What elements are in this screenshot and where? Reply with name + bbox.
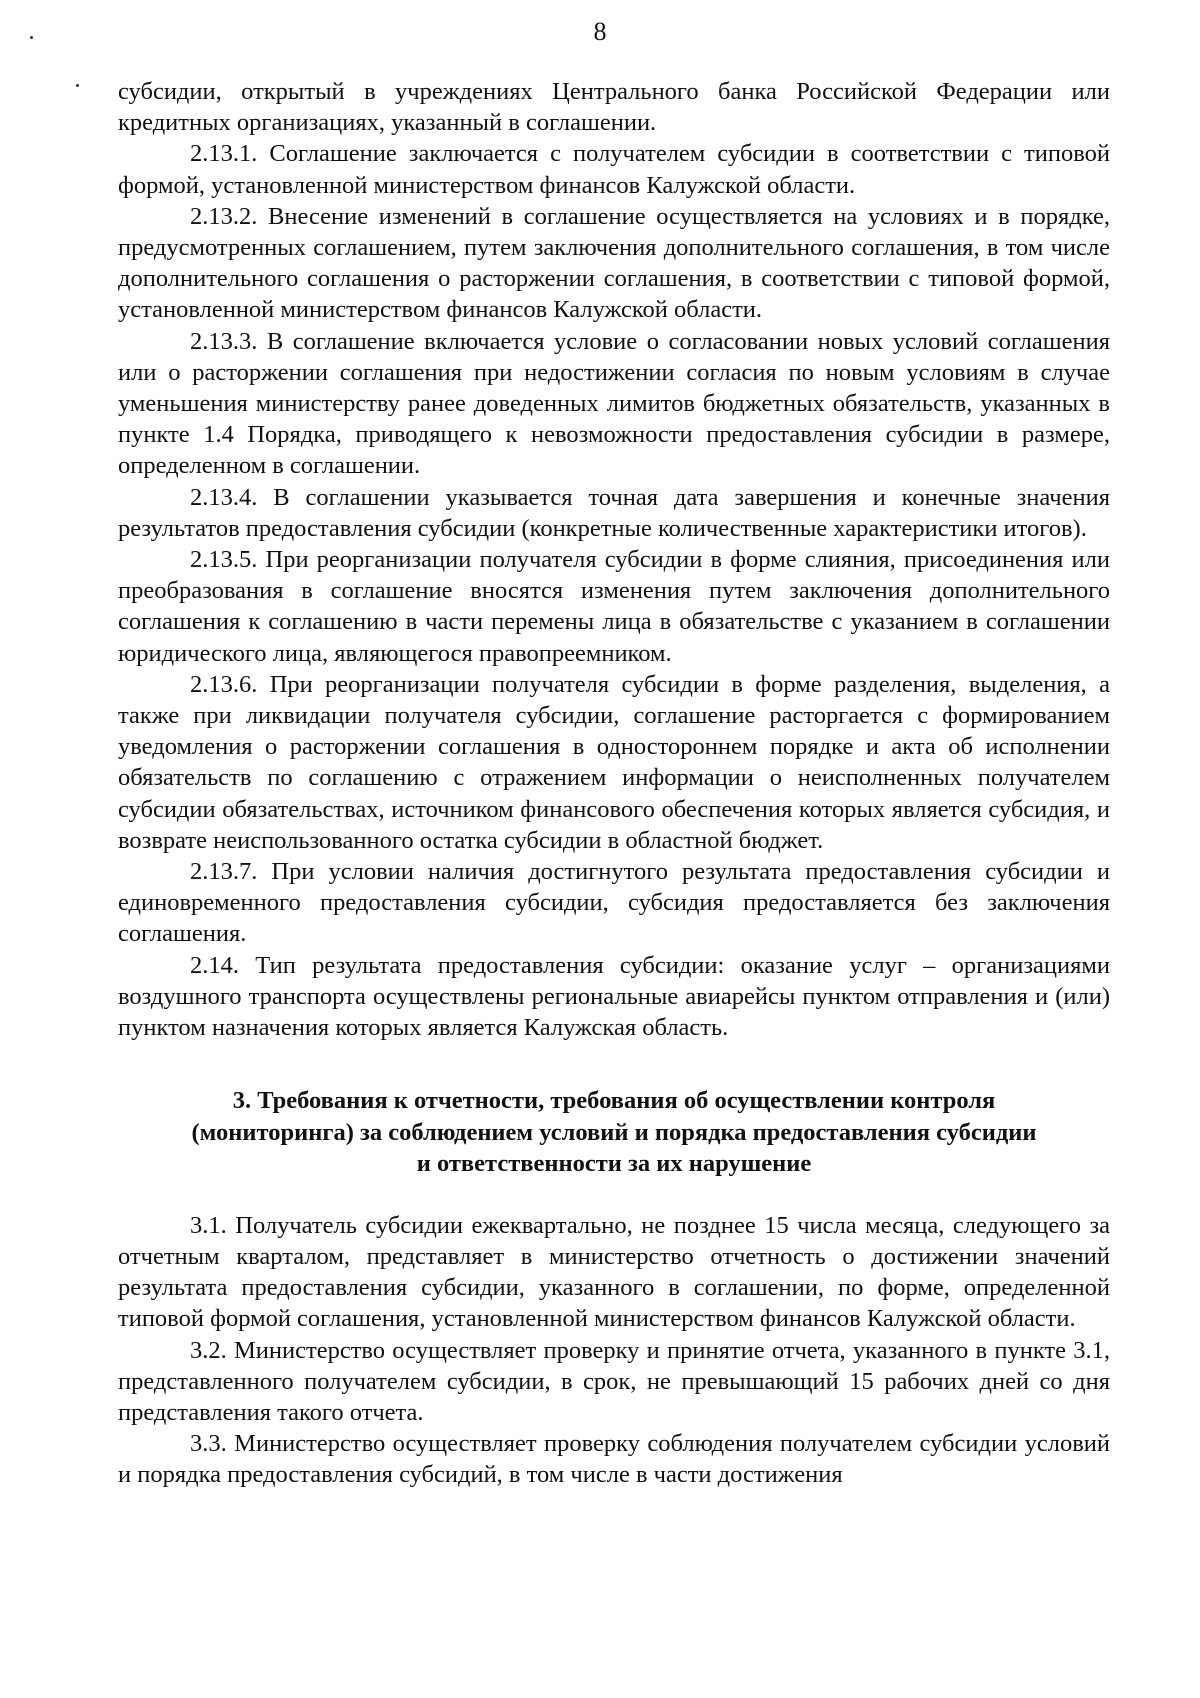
section-heading-line: и ответственности за их нарушение xyxy=(416,1150,812,1178)
section-3-heading xyxy=(118,1085,1110,1180)
section-heading-line: (мониторинга) за соблюдением условий и порядка предоставления субсидии xyxy=(191,1118,1037,1146)
paragraph-2-13-5: 2.13.5. При реорганизации получателя субсидии в форме слияния, присоединения или преобразования в соглашение вносятся изменения путем заключения дополнительного соглашения к соглашению в части перемены лица в обязательстве с указанием в соглашении юридического лица, являющегося правопреемником. xyxy=(118,546,1110,667)
paragraph-2-13-3: 2.13.3. В соглашение включается условие о согласовании новых условий соглашения или о расторжении соглашения при недостижении согласия по новым условиям в случае уменьшения министерству ранее доведенных лимитов бюджетных обязательств, указанных в пункте 1.4 Порядка, приводящего к невозможности предоставления субсидии в размере, определенном в соглашении. xyxy=(118,327,1110,480)
paragraph-2-13-6: 2.13.6. При реорганизации получателя субсидии в форме разделения, выделения, а также при ликвидации получателя субсидии, соглашение расторгается с формированием уведомления о расторжении соглашения в одностороннем порядке и акта об исполнении обязательств по соглашению с отражением информации о неисполненных получателем субсидии обязательствах, источником финансового обеспечения которых является субсидия, и возврате неиспользованного остатка субсидии в областной бюджет. xyxy=(118,670,1110,854)
paragraph-continuation: субсидии, открытый в учреждениях Центрального банка Российской Федерации или кредитных организациях, указанный в соглашении. xyxy=(118,78,1110,137)
paragraph-2-13-1: 2.13.1. Соглашение заключается с получателем субсидии в соответствии с типовой формой, установленной министерством финансов Калужской области. xyxy=(118,140,1110,199)
paragraph-3-1: 3.1. Получатель субсидии ежеквартально, не позднее 15 числа месяца, следующего за отчетным кварталом, представляет в министерство отчетность о достижении значений результата предоставления субсидии, указанного в соглашении, по форме, определенной типовой формой соглашения, установленной министерством финансов Калужской области. xyxy=(118,1211,1110,1333)
page-number: 8 xyxy=(593,17,607,46)
paragraph-2-14: 2.14. Тип результата предоставления субсидии: оказание услуг – организациями воздушного транспорта осуществлены региональные авиарейсы пунктом отправления и (или) пунктом назначения которых является Калужская область. xyxy=(118,951,1110,1042)
paragraph-2-13-2: 2.13.2. Внесение изменений в соглашение осуществляется на условиях и в порядке, предусмотренных соглашением, путем заключения дополнительного соглашения, в том числе дополнительного соглашения о расторжении соглашения, в соответствии с типовой формой, установленной министерством финансов Калужской области. xyxy=(118,202,1110,324)
paragraph-2-13-7: 2.13.7. При условии наличия достигнутого результата предоставления субсидии и единовременного предоставления субсидии, субсидия предоставляется без заключения соглашения. xyxy=(118,858,1110,948)
section-heading-line: 3. Требования к отчетности, требования об осуществлении контроля xyxy=(232,1087,996,1115)
paragraph-3-3: 3.3. Министерство осуществляет проверку соблюдения получателем субсидии условий и порядка предоставления субсидий, в том числе в части достижения xyxy=(118,1430,1110,1489)
paragraph-3-2: 3.2. Министерство осуществляет проверку и принятие отчета, указанного в пункте 3.1, представленного получателем субсидии, в срок, не превышающий 15 рабочих дней со дня представления такого отчета. xyxy=(118,1336,1110,1427)
scan-speck xyxy=(76,84,79,87)
document-body xyxy=(118,76,1110,1491)
paragraph-2-13-4: 2.13.4. В соглашении указывается точная дата завершения и конечные значения результатов предоставления субсидии (конкретные количественные характеристики итогов). xyxy=(118,483,1110,542)
